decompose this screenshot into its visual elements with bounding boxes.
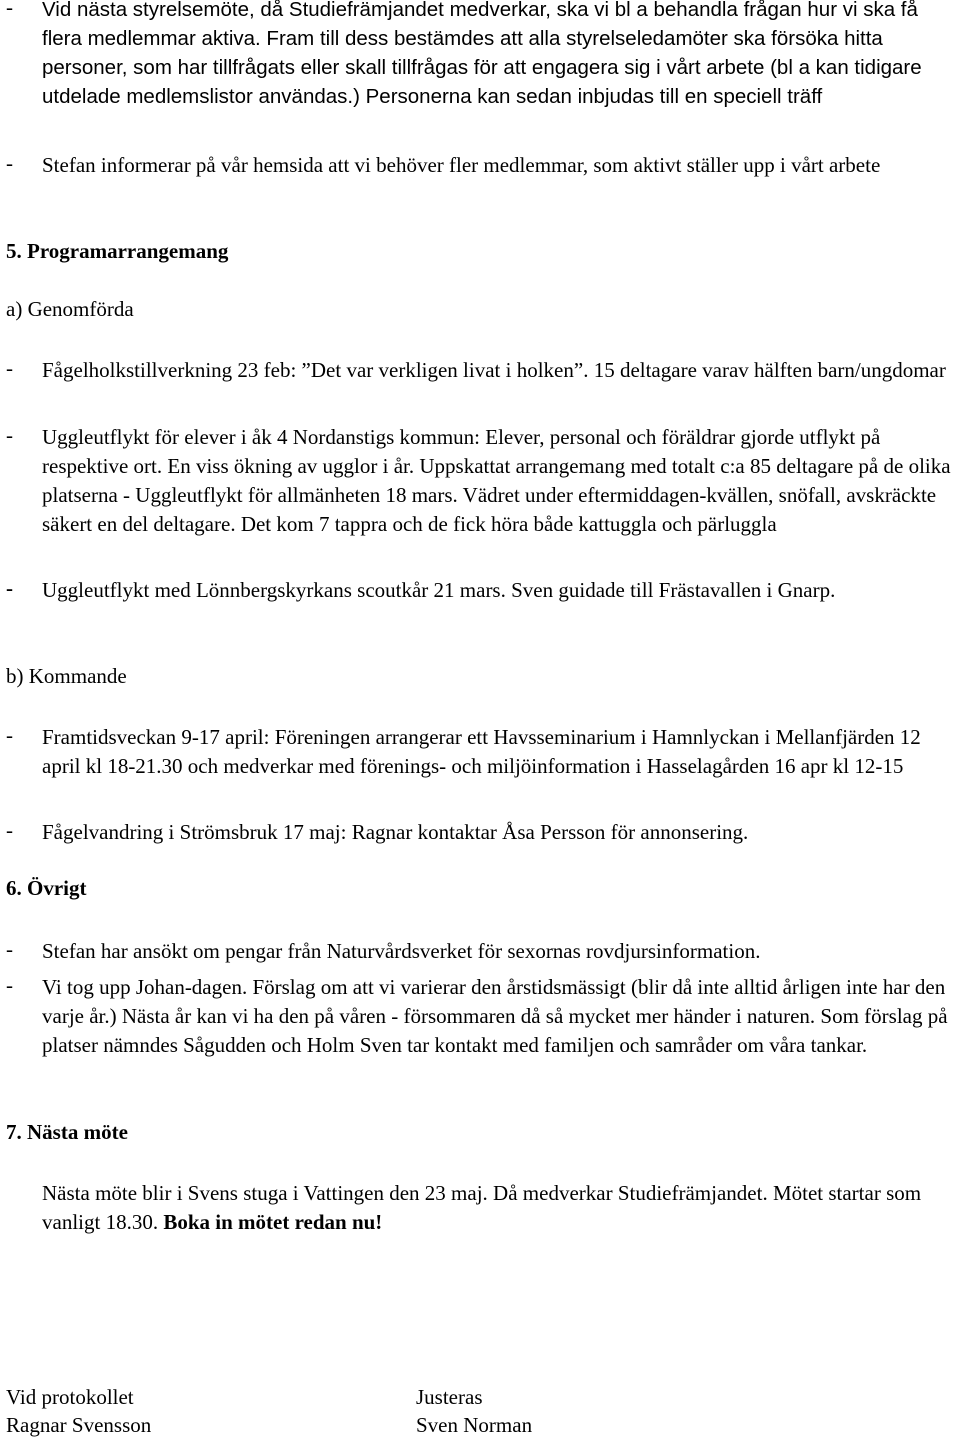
list-item xyxy=(0,937,960,969)
list-item-text: Stefan informerar på vår hemsida att vi behöver fler medlemmar, som aktivt ställer upp i vårt arbete xyxy=(42,153,881,177)
bullet-dash: - xyxy=(6,356,13,380)
next-meeting-paragraph xyxy=(42,1179,958,1237)
list-item-text: Stefan har ansökt om pengar från Naturvårdsverket för sexornas rovdjursinformation. xyxy=(42,939,761,963)
list-item-text: Uggleutflykt för elever i åk 4 Nordanstigs kommun: Elever, personal och föräldrar gjorde utflykt på respektive ort. En viss ökning av ugglor i år. Uppskattat arrangemang med totalt c:a 85 deltagare på de olika platserna - Uggleutflykt för allmänheten 18 mars. Vädret under eftermiddagen-kvällen, snöfall, avskräckte säkert en del deltagare. Det kom 7 tappra och de fick höra både kattuggla och pärluggla xyxy=(42,425,951,536)
list-item-text: Vid nästa styrelsemöte, då Studiefrämjandet medverkar, ska vi bl a behandla frågan hur vi ska få flera medlemmar aktiva. Fram till dess bestämdes att alla styrelseledamöter ska försöka hitta personer, som har tillfrågats eller skall tillfrågas för att engagera sig i vårt arbete (bl a kan tidigare utdelade medlemslistor användas.) Personerna kan sedan inbjudas till en speciell träff xyxy=(42,0,922,108)
signature-left-role: Vid protokollet xyxy=(6,1385,134,1409)
bullet-dash: - xyxy=(6,151,13,175)
bullet-dash: - xyxy=(6,423,13,447)
list-item xyxy=(0,723,960,813)
next-meeting-text: Nästa möte blir i Svens stuga i Vattingen den 23 maj. Då medverkar Studiefrämjandet. Mötet startar som vanligt 18.30. xyxy=(42,1181,922,1234)
list-item xyxy=(0,151,960,211)
list-item xyxy=(0,818,960,850)
bullet-dash: - xyxy=(6,576,13,600)
signature-right-name: Sven Norman xyxy=(416,1413,533,1437)
subsection-heading: a) Genomförda xyxy=(6,297,134,321)
list-item-text: Vi tog upp Johan-dagen. Förslag om att vi varierar den årstidsmässigt (blir då inte alltid årligen inte har den varje år.) Nästa år kan vi ha den på våren - försommaren då så mycket mer händer i naturen. Som förslag på platser nämndes Sågudden och Holm Sven tar kontakt med familjen och samråder om våra tankar. xyxy=(42,975,948,1057)
subsection-heading: b) Kommande xyxy=(6,664,127,688)
list-item xyxy=(0,423,960,573)
list-item-text: Uggleutflykt med Lönnbergskyrkans scoutkår 21 mars. Sven guidade till Frästavallen i Gnarp. xyxy=(42,578,836,602)
signature-right-role: Justeras xyxy=(416,1385,483,1409)
bullet-dash: - xyxy=(6,0,13,19)
list-item-text: Framtidsveckan 9-17 april: Föreningen arrangerar ett Havsseminarium i Hamnlyckan i Mellanfjärden 12 april kl 18-21.30 och medverkar med förenings- och miljöinformation i Hasselagården 16 apr kl 12-15 xyxy=(42,725,921,778)
section-heading: 6. Övrigt xyxy=(6,876,87,900)
list-item xyxy=(0,0,960,145)
list-item xyxy=(0,356,960,416)
signature-left-name: Ragnar Svensson xyxy=(6,1413,152,1437)
next-meeting-emphasis: Boka in mötet redan nu! xyxy=(163,1210,383,1234)
list-item-text: Fågelvandring i Strömsbruk 17 maj: Ragnar kontaktar Åsa Persson för annonsering. xyxy=(42,820,749,844)
list-item xyxy=(0,973,960,1093)
section-heading: 7. Nästa möte xyxy=(6,1120,128,1144)
list-item xyxy=(0,576,960,636)
bullet-dash: - xyxy=(6,723,13,747)
bullet-dash: - xyxy=(6,937,13,961)
list-item-text: Fågelholkstillverkning 23 feb: ”Det var verkligen livat i holken”. 15 deltagare varav hälften barn/ungdomar xyxy=(42,358,946,382)
bullet-dash: - xyxy=(6,818,13,842)
bullet-dash: - xyxy=(6,973,13,997)
section-heading: 5. Programarrangemang xyxy=(6,239,229,263)
